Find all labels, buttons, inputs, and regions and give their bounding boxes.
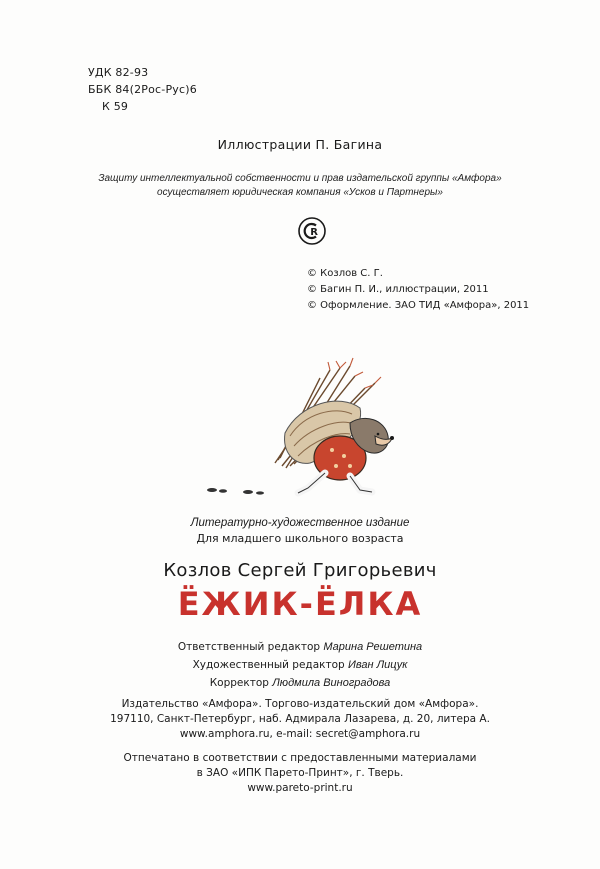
edition-type: Литературно-художественное издание xyxy=(190,517,410,529)
legal-notice-line-2: осуществляет юридическая компания «Усков и Партнеры» xyxy=(157,187,443,198)
publisher-line-1: Издательство «Амфора». Торгово-издательский дом «Амфора». xyxy=(121,698,479,710)
staff-name: Людмила Виноградова xyxy=(272,677,391,689)
copyright-author: © Козлов С. Г. xyxy=(307,268,383,279)
udk-code: УДК 82-93 xyxy=(88,66,149,79)
copyright-registered-icon xyxy=(297,216,327,246)
legal-notice xyxy=(0,172,600,200)
staff-line xyxy=(0,656,600,674)
illustrations-credit: Иллюстрации П. Багина xyxy=(217,137,383,152)
copyright-lines xyxy=(307,266,529,314)
author-mark: К 59 xyxy=(102,100,129,113)
classification-block xyxy=(88,64,197,115)
edition-info xyxy=(0,515,600,547)
legal-notice-line-1: Защиту интеллектуальной собственности и прав издательской группы «Амфора» xyxy=(98,173,502,184)
book-title: ЁЖИК-ЁЛКА xyxy=(177,585,423,623)
staff-role: Художественный редактор xyxy=(192,659,345,671)
staff-name: Иван Лицук xyxy=(348,659,408,671)
copyright-design: © Оформление. ЗАО ТИД «Амфора», 2011 xyxy=(307,300,530,311)
printer-line-2: в ЗАО «ИПК Парето-Принт», г. Тверь. xyxy=(196,767,404,779)
copyright-illustrations: © Багин П. И., иллюстрации, 2011 xyxy=(307,284,489,295)
staff-line xyxy=(0,638,600,656)
publisher-line-2: 197110, Санкт-Петербург, наб. Адмирала Лазарева, д. 20, литера А. xyxy=(110,713,490,725)
editorial-staff xyxy=(0,638,600,692)
printer-info xyxy=(0,751,600,796)
svg-text:R: R xyxy=(310,227,318,238)
staff-role: Ответственный редактор xyxy=(177,641,321,653)
edition-age: Для младшего школьного возраста xyxy=(196,532,404,545)
staff-role: Корректор xyxy=(209,677,269,689)
staff-name: Марина Решетина xyxy=(323,641,423,653)
publisher-line-3: www.amphora.ru, e-mail: secret@amphora.ru xyxy=(179,728,421,740)
printer-line-3: www.pareto-print.ru xyxy=(247,782,353,794)
bbk-code: ББК 84(2Рос-Рус)6 xyxy=(88,83,197,96)
staff-line xyxy=(0,674,600,692)
hedgehog-illustration xyxy=(190,348,420,508)
publisher-info xyxy=(0,697,600,742)
book-author: Козлов Сергей Григорьевич xyxy=(163,560,437,581)
printer-line-1: Отпечатано в соответствии с предоставленными материалами xyxy=(123,752,477,764)
